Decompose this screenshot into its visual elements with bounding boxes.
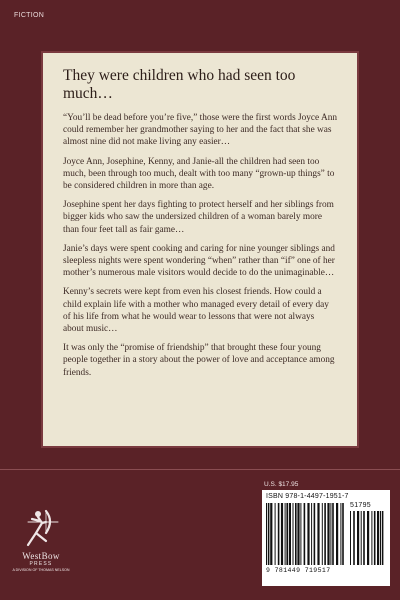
paragraph: Josephine spent her days fighting to protect herself and her siblings from bigger kids who saw the undersized children of a woman barely more than four feet tall as fair game… [63, 200, 334, 235]
paragraph: Janie’s days were spent cooking and caring for nine younger siblings and sleepless nights were spent wondering “when” rather than “if” one of her mother’s numerous male visitors would decide to do the unimaginable… [63, 243, 335, 279]
headline: They were children who had seen too much… [63, 67, 296, 102]
barcode-box [262, 490, 390, 586]
archer-icon [16, 505, 66, 549]
paragraph: Kenny’s secrets were kept from even his closest friends. How could a child explain life with a mother who managed every detail of every day of his life from what he would wear to lessons that were not always about music… [63, 287, 329, 335]
publisher-logo [10, 505, 72, 593]
barcode-number: 9 781449 719517 [266, 567, 331, 574]
back-copy-panel [41, 51, 359, 448]
barcode-addon-icon [350, 511, 384, 565]
paragraph: Joyce Ann, Josephine, Kenny, and Janie-all the children had seen too much, been through too much, dealt with too many “grown-up things” to be considered children in more than age. [63, 156, 335, 192]
paragraph: It was only the “promise of friendship” that brought these four young people together in a story about the power of love and acceptance among friends. [63, 343, 335, 378]
isbn-label: ISBN 978-1-4497-1951-7 [266, 493, 349, 500]
barcode-bars [266, 502, 386, 566]
genre-label: FICTION [14, 12, 45, 19]
price-label: U.S. $17.95 [264, 481, 299, 488]
publisher-name: WestBow [22, 551, 60, 561]
barcode-main-icon [266, 503, 346, 565]
addon-number: 51795 [350, 502, 371, 509]
publisher-press: PRESS [29, 561, 53, 567]
publisher-tagline: A DIVISION OF THOMAS NELSON [12, 568, 70, 572]
paragraph: “You’ll be dead before you’re five,” those were the first words Joyce Ann could remember her grandmother saying to her and the fact that she was almost nine did not make living any easier… [63, 113, 338, 148]
divider [0, 469, 400, 470]
